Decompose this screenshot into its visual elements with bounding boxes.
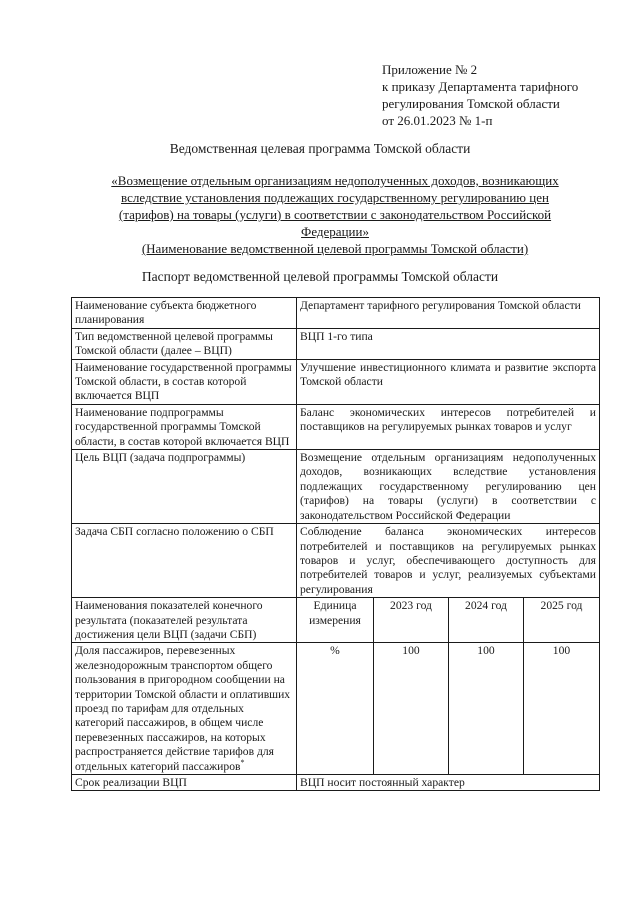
appendix-line: к приказу Департамента тарифного xyxy=(382,79,579,94)
row-value: Соблюдение баланса экономических интересов потребителей и поставщиков на регулируемых рынках товаров и услуг, обеспечивающего доступность для потребителей товаров и услуг, реализуемых субъектами регулирования xyxy=(297,524,600,598)
row-value: Улучшение инвестиционного климата и развитие экспорта Томской области xyxy=(297,359,600,404)
passport-table xyxy=(71,297,600,791)
table-row xyxy=(72,359,600,404)
row-value: Баланс экономических интересов потребителей и поставщиков на регулируемых рынках товаров и услуг xyxy=(297,404,600,449)
indicator-value: 100 xyxy=(374,643,449,775)
row-label: Наименование государственной программы Томской области, в состав которой включается ВЦП xyxy=(72,359,297,404)
program-name xyxy=(70,172,600,257)
appendix-line: регулирования Томской области xyxy=(382,96,560,111)
table-row xyxy=(72,328,600,359)
row-value: Возмещение отдельным организациям недополученных доходов, возникающих вследствие установления подлежащих государственному регулированию цен (тарифов) на товары (услуги) в соответствии с законодательством Российской Федерации xyxy=(297,450,600,524)
indicator-unit: % xyxy=(297,643,374,775)
year-header: 2023 год xyxy=(374,598,449,643)
program-name-line: Федерации» xyxy=(301,224,369,239)
indicator-value: 100 xyxy=(449,643,524,775)
table-row xyxy=(72,404,600,449)
row-label: Наименование субъекта бюджетного планирования xyxy=(72,298,297,329)
indicator-footnote-mark: * xyxy=(240,757,245,767)
indicator-row xyxy=(72,643,600,775)
table-row xyxy=(72,775,600,791)
row-label: Задача СБП согласно положению о СБП xyxy=(72,524,297,598)
row-value: ВЦП 1-го типа xyxy=(297,328,600,359)
program-name-line: (тарифов) на товары (услуги) в соответствии с законодательством Российской xyxy=(118,207,552,222)
year-header: 2025 год xyxy=(524,598,600,643)
table-row xyxy=(72,450,600,524)
row-label: Наименование подпрограммы государственной программы Томской области, в состав которой включается ВЦП xyxy=(72,404,297,449)
appendix-header xyxy=(382,61,632,129)
table-row xyxy=(72,298,600,329)
appendix-line: Приложение № 2 xyxy=(382,62,478,77)
row-value: ВЦП носит постоянный характер xyxy=(297,775,600,791)
appendix-line: от 26.01.2023 № 1-п xyxy=(382,113,493,128)
indicator-name-text: Доля пассажиров, перевезенных железнодорожным транспортом общего пользования в пригородном сообщении на территории Томской области и оплативших проезд по тарифам для отдельных категорий пассажиров, в общем числе перевезенных пассажиров, на которых распространяется действие тарифов для отдельных категорий пассажиров xyxy=(75,644,291,773)
passport-title: Паспорт ведомственной целевой программы Томской области xyxy=(141,269,499,284)
indicators-label: Наименования показателей конечного результата (показателей результата достижения цели ВЦП (задачи СБП) xyxy=(72,598,297,643)
year-header: 2024 год xyxy=(449,598,524,643)
program-name-line: вследствие установления подлежащих государственному регулированию цен xyxy=(121,190,549,205)
row-label: Цель ВЦП (задача подпрограммы) xyxy=(72,450,297,524)
program-name-line: «Возмещение отдельным организациям недополученных доходов, возникающих xyxy=(111,173,559,188)
table-row xyxy=(72,524,600,598)
indicator-value: 100 xyxy=(524,643,600,775)
indicators-header-row xyxy=(72,598,600,643)
unit-header: Единица измерения xyxy=(297,598,374,643)
row-value: Департамент тарифного регулирования Томской области xyxy=(297,298,600,329)
program-title: Ведомственная целевая программа Томской области xyxy=(169,141,471,156)
program-name-caption: (Наименование ведомственной целевой программы Томской области) xyxy=(141,241,529,256)
row-label: Срок реализации ВЦП xyxy=(72,775,297,791)
row-label: Тип ведомственной целевой программы Томской области (далее – ВЦП) xyxy=(72,328,297,359)
indicator-name xyxy=(72,643,297,775)
